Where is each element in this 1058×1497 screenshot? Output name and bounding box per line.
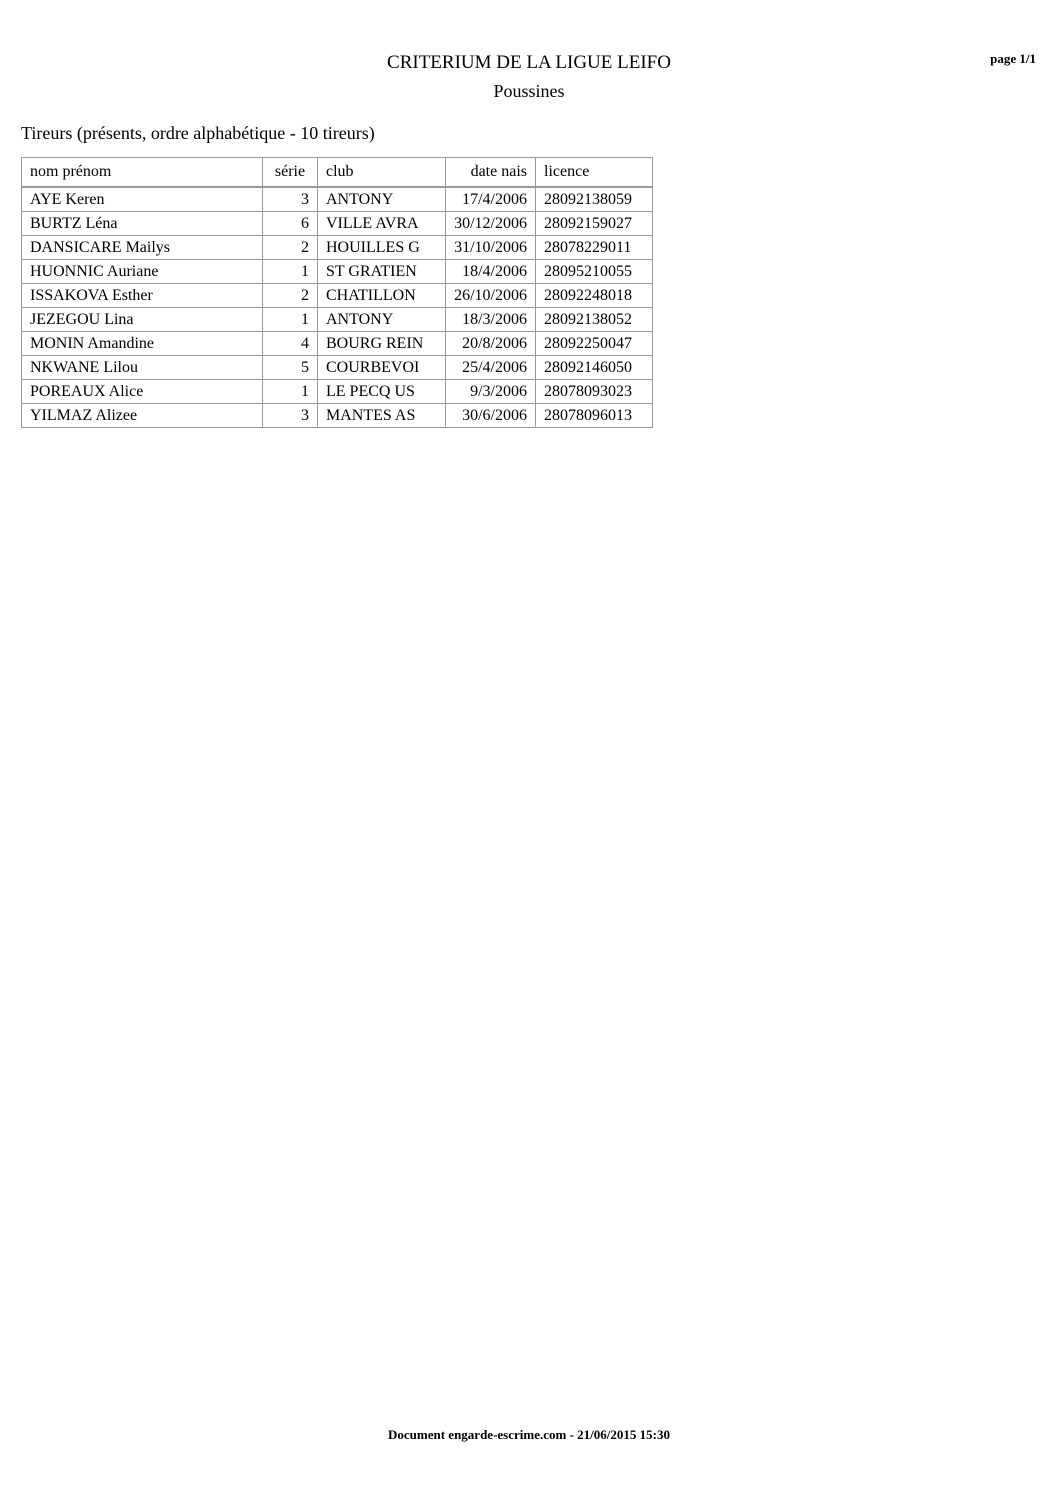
table-body <box>22 187 653 428</box>
table-row <box>22 260 653 284</box>
cell-date: 26/10/2006 <box>446 284 536 308</box>
section-heading: Tireurs (présents, ordre alphabétique - 10 tireurs) <box>21 123 375 143</box>
table-row <box>22 187 653 212</box>
cell-serie: 2 <box>263 236 318 260</box>
table-row <box>22 356 653 380</box>
cell-serie: 6 <box>263 212 318 236</box>
page-number: page 1/1 <box>990 51 1036 66</box>
cell-name: DANSICARE Mailys <box>22 236 263 260</box>
cell-club: CHATILLON <box>318 284 446 308</box>
column-header-name: nom prénom <box>22 158 263 188</box>
cell-licence: 28095210055 <box>536 260 653 284</box>
table-row <box>22 380 653 404</box>
cell-name: YILMAZ Alizee <box>22 404 263 428</box>
cell-club: BOURG REIN <box>318 332 446 356</box>
cell-club: MANTES AS <box>318 404 446 428</box>
fencers-table <box>21 157 653 428</box>
cell-club: ST GRATIEN <box>318 260 446 284</box>
cell-licence: 28092159027 <box>536 212 653 236</box>
cell-serie: 5 <box>263 356 318 380</box>
cell-club: COURBEVOI <box>318 356 446 380</box>
cell-serie: 3 <box>263 404 318 428</box>
cell-name: POREAUX Alice <box>22 380 263 404</box>
cell-licence: 28092146050 <box>536 356 653 380</box>
cell-date: 9/3/2006 <box>446 380 536 404</box>
cell-name: ISSAKOVA Esther <box>22 284 263 308</box>
document-footer: Document engarde-escrime.com - 21/06/2015 15:30 <box>388 1427 670 1442</box>
cell-name: NKWANE Lilou <box>22 356 263 380</box>
cell-licence: 28092138052 <box>536 308 653 332</box>
cell-licence: 28092250047 <box>536 332 653 356</box>
cell-date: 31/10/2006 <box>446 236 536 260</box>
cell-club: LE PECQ US <box>318 380 446 404</box>
cell-club: VILLE AVRA <box>318 212 446 236</box>
column-header-licence: licence <box>536 158 653 188</box>
cell-date: 30/12/2006 <box>446 212 536 236</box>
cell-serie: 3 <box>263 187 318 212</box>
cell-club: ANTONY <box>318 308 446 332</box>
cell-serie: 4 <box>263 332 318 356</box>
cell-licence: 28078229011 <box>536 236 653 260</box>
column-header-date: date nais <box>446 158 536 188</box>
cell-serie: 1 <box>263 260 318 284</box>
table-header-row <box>22 158 653 188</box>
cell-licence: 28078096013 <box>536 404 653 428</box>
cell-serie: 2 <box>263 284 318 308</box>
cell-licence: 28078093023 <box>536 380 653 404</box>
table-row <box>22 284 653 308</box>
cell-date: 20/8/2006 <box>446 332 536 356</box>
cell-name: JEZEGOU Lina <box>22 308 263 332</box>
cell-name: MONIN Amandine <box>22 332 263 356</box>
cell-date: 25/4/2006 <box>446 356 536 380</box>
cell-licence: 28092248018 <box>536 284 653 308</box>
page-subtitle: Poussines <box>493 81 565 101</box>
table-row <box>22 308 653 332</box>
cell-date: 18/4/2006 <box>446 260 536 284</box>
cell-club: ANTONY <box>318 187 446 212</box>
page-title: CRITERIUM DE LA LIGUE LEIFO <box>387 52 671 73</box>
cell-date: 18/3/2006 <box>446 308 536 332</box>
cell-date: 17/4/2006 <box>446 187 536 212</box>
table-row <box>22 212 653 236</box>
table-row <box>22 404 653 428</box>
column-header-serie: série <box>263 158 318 188</box>
table-row <box>22 236 653 260</box>
cell-club: HOUILLES G <box>318 236 446 260</box>
table-row <box>22 332 653 356</box>
cell-name: BURTZ Léna <box>22 212 263 236</box>
cell-serie: 1 <box>263 380 318 404</box>
cell-licence: 28092138059 <box>536 187 653 212</box>
cell-name: HUONNIC Auriane <box>22 260 263 284</box>
column-header-club: club <box>318 158 446 188</box>
cell-serie: 1 <box>263 308 318 332</box>
cell-name: AYE Keren <box>22 187 263 212</box>
cell-date: 30/6/2006 <box>446 404 536 428</box>
